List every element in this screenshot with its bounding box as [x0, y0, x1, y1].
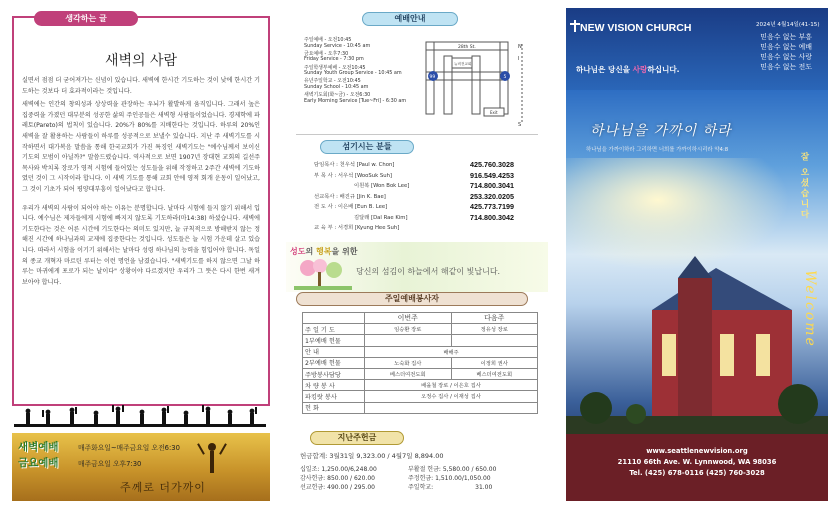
- staff-row: 선교목사 : 배진규 [Jin K. Bae] 253.320.0205: [314, 191, 514, 201]
- promo-caption: 주께로 더가까이: [120, 481, 206, 494]
- table-row: 1부예배 헌물: [303, 335, 538, 346]
- article-body: [22, 76, 260, 291]
- service-schedule: [304, 38, 414, 107]
- offering-item: 감사헌금: 850.00 / 620.00: [300, 475, 375, 482]
- serving-banner: [286, 242, 548, 292]
- offering-item: 선교헌금: 490.00 / 295.00: [300, 484, 375, 491]
- church-mottos: 믿음수 없는 부흥 믿음수 없는 예배 믿음수 없는 사랑 믿음수 없는 전도: [760, 33, 812, 71]
- church-phone: Tel. (425) 678-0116 (425) 760-3028: [629, 469, 765, 477]
- meditation-card: [12, 16, 270, 406]
- offering-summary: [300, 452, 536, 495]
- banner-word-for: 을 위한: [331, 247, 358, 256]
- website-link[interactable]: www.seattlenewvision.org: [646, 447, 748, 455]
- table-header-row: [303, 313, 538, 324]
- banner-word-saints: 성도: [290, 247, 306, 256]
- church-map-label: 뉴비전교회: [454, 62, 472, 66]
- bulletin-cover: [566, 8, 828, 501]
- table-row: 안 내 배해주: [303, 346, 538, 357]
- article-title: 새벽의 사람: [104, 53, 178, 69]
- schedule-item: 주일학생부예배 - 오전10:45 Sunday Youth Group Service - 10:45 am: [304, 64, 402, 77]
- staff-list: [314, 160, 534, 234]
- map-street-label: 28th St.: [458, 45, 476, 50]
- staff-row: 담임목사 : 천우석 [Paul w. Chon] 425.760.3028: [314, 160, 514, 169]
- dawn-service-label: 새벽예배: [18, 441, 59, 453]
- offering-title: 지난주헌금: [310, 431, 404, 445]
- church-building-image: [566, 158, 828, 438]
- banner-word-happiness: 행복: [315, 247, 332, 256]
- meditation-panel: [8, 8, 276, 501]
- service-promo-banner: [12, 433, 270, 501]
- table-row: 2부예배 헌물 노숙화 집사 이정희 권사: [303, 357, 538, 368]
- schedule-item: 금요예배 - 오후7:30 Friday Service - 7:30 pm: [304, 50, 364, 63]
- info-panel: [286, 8, 548, 501]
- service-guide-title: 예배안내: [362, 12, 458, 26]
- exit-label: Exit: [490, 110, 498, 115]
- staff-row: 김달래 [Dal Rae Kim] 714.800.3042: [354, 212, 514, 222]
- table-row: 차 량 봉 사 배을철 장로 / 이은호 집사: [303, 380, 538, 391]
- route-5-label: 5: [503, 75, 507, 80]
- contact-footer: [566, 434, 828, 501]
- greeting-slogan: 하나님은 당신을 사랑하십니다.: [576, 65, 680, 74]
- staff-row: 교 육 부 : 서경희 [Kyung Hee Suh]: [314, 225, 400, 231]
- staff-title: 섬기시는 분들: [320, 140, 414, 154]
- north-label: N: [518, 44, 522, 50]
- offering-item: 십일조: 1,250.00/6,248.00: [300, 466, 377, 473]
- interstate-label: I: [518, 56, 520, 62]
- table-row: 헌 화: [303, 402, 538, 413]
- church-address: 21110 66th Ave. W. Lynnwood, WA 98036: [617, 458, 777, 466]
- route-99-label: 99: [429, 75, 436, 80]
- welcome-english: Welcome: [802, 270, 818, 348]
- offering-item: 주일학교: 31.00: [408, 484, 493, 491]
- friday-service-time: 매주금요일 오후7:30: [78, 460, 142, 468]
- this-week-header: 이번주: [365, 313, 452, 324]
- worshipper-silhouette-image: [182, 439, 242, 479]
- schedule-item: 주일예배 - 오전10:45 Sunday Service - 10:45 am: [304, 37, 371, 49]
- staff-row: 이원복 [Won Bok Lee] 714.800.3041: [354, 181, 514, 190]
- banner-word-particle: 의: [305, 247, 316, 256]
- church-name-logo: NEW VISION CHURCH: [580, 22, 692, 34]
- friday-service-label: 금요예배: [18, 457, 59, 469]
- offering-item: 부활절 헌금: 5,580.00 / 650.00: [408, 466, 497, 473]
- church-logo-icon: [570, 20, 580, 32]
- calligraphy-title: 하나님을 가까이 하라: [590, 123, 732, 139]
- schedule-item: 새벽기도회(화~금) - 오전6:30 Early Morning Service [Tue~Fri] - 6:30 am: [304, 92, 407, 104]
- scripture-verse: 하나님을 가까이하라 그리하면 너희를 가까이하시리라 약4:8: [586, 147, 729, 153]
- banner-message: 당신의 섬김이 하늘에서 해같이 빛납니다.: [356, 267, 501, 276]
- table-row: 주 일 기 도 임승환 장로 정유성 장로: [303, 324, 538, 335]
- divider: [296, 134, 538, 135]
- section-badge: 생각하는 글: [34, 11, 138, 26]
- duty-table: [302, 312, 538, 414]
- article-paragraph: 우리가 새벽의 사람이 되어야 하는 이유는 분명합니다. 날마다 시험에 들지 않기 위해서 입니다. 예수님은 제자들에게 시험에 빠지지 않도록 기도하라(마14:38) 하셨습니다. 새벽에 기도한다는 것은 어른 시간에 기도한다는 의미도 있지만, 늘 규칙적으로 방해받지 않는 정해진 시간에 하나님과의 교제에 집중한다는 것입니다. 성도들은 늘 시험 가운데 살고 있습니다. 따라서 시험을 이기기 위해서는 날마다 성령 하나님의 능력을 힘입어야 합니다. 독일의 종교 개혁자 마르틴 루터는 이런 명언을 남겼습니다. "새벽기도를 하지 않으면 그날 하루는 마귀에게 포로가 되는 날이다" 상황이야 다르겠지만 우리가 그 뜻은 다시 한번 새겨 보아야 합니다.: [22, 204, 260, 286]
- article-paragraph: 실면서 점점 더 굳어져가는 신념이 있습니다. 새벽에 한시간 기도하는 것이 낮에 한시간 기도하는 것보다 더 효과적이라는 것입니다.: [22, 77, 260, 95]
- schedule-item: 유년주일학교 - 오전10:45 Sunday School - 10:45 am: [304, 78, 369, 90]
- offering-item: 주정헌금: 1,510.00/1,050.00: [408, 475, 491, 482]
- table-row: 파킹랏 봉사 오정수 집사 / 이재성 집사: [303, 391, 538, 402]
- offering-total: 헌금합계: 3월31일 9,323.00 / 4월7일 8,894.00: [300, 452, 444, 460]
- dawn-service-time: 매주화요일~매주금요일 오전6:30: [78, 444, 180, 452]
- table-row: 주방봉사담당 베스더여전도회 베스더여전도회: [303, 368, 538, 379]
- welcome-korean: 잘 오셨습니다: [799, 152, 809, 220]
- staff-row: 부 목 사 : 서우석 [WooSuk Suh] 916.549.4253: [314, 170, 514, 180]
- duty-volunteers-title: 주일예배봉사자: [296, 292, 528, 306]
- bulletin-date: 2024년 4월14일(41-15): [756, 22, 820, 28]
- staff-row: 전 도 사 : 이은배 [Eun B. Lee] 425.773.7199: [314, 202, 514, 211]
- worship-silhouettes-image: [14, 405, 266, 427]
- church-location-map: [420, 38, 544, 130]
- next-week-header: 다음주: [451, 313, 538, 324]
- article-paragraph: 새벽에는 인간의 창의성과 상상력을 관장하는 우뇌가 활발하게 움직입니다. 그래서 높은 집중력을 가졌던 대부분의 성공한 삶의 주인공들은 새벽형 사람들이었습니다. 경제학에 파레토(Pareto)의 법칙이 있습니다. 20%가 80%를 지배한다는 것입니다. 하루의 20%인 새벽을 잘 활용하는 사람들이 하루를 성공적으로 보낼수 있습니다. 지난 주 새벽기도를 시작하면서 대가복음 말씀을 통해 한국교회가 가진 특징인 새벽기도는 "예수님께서 보이신 기도의 모범이 아닐까?" 말씀드렸습니다. 역사적으로 보면 1907년 장대현 교회의 길선주 목사와 박치록 장로가 영적 시험에 들어있는 성도들을 위해 작정하고 2주간 새벽에 기도하였던 것이 그 시작이라 합니다. 이 새벽 기도를 통해 교회 안에 영적 회개 운동이 일어났고, 그 것이 기초가 되어 평양대부흥이 일어났다고 합니다.: [22, 101, 260, 193]
- flower-tree-image: [294, 258, 352, 290]
- south-label: S: [518, 122, 522, 128]
